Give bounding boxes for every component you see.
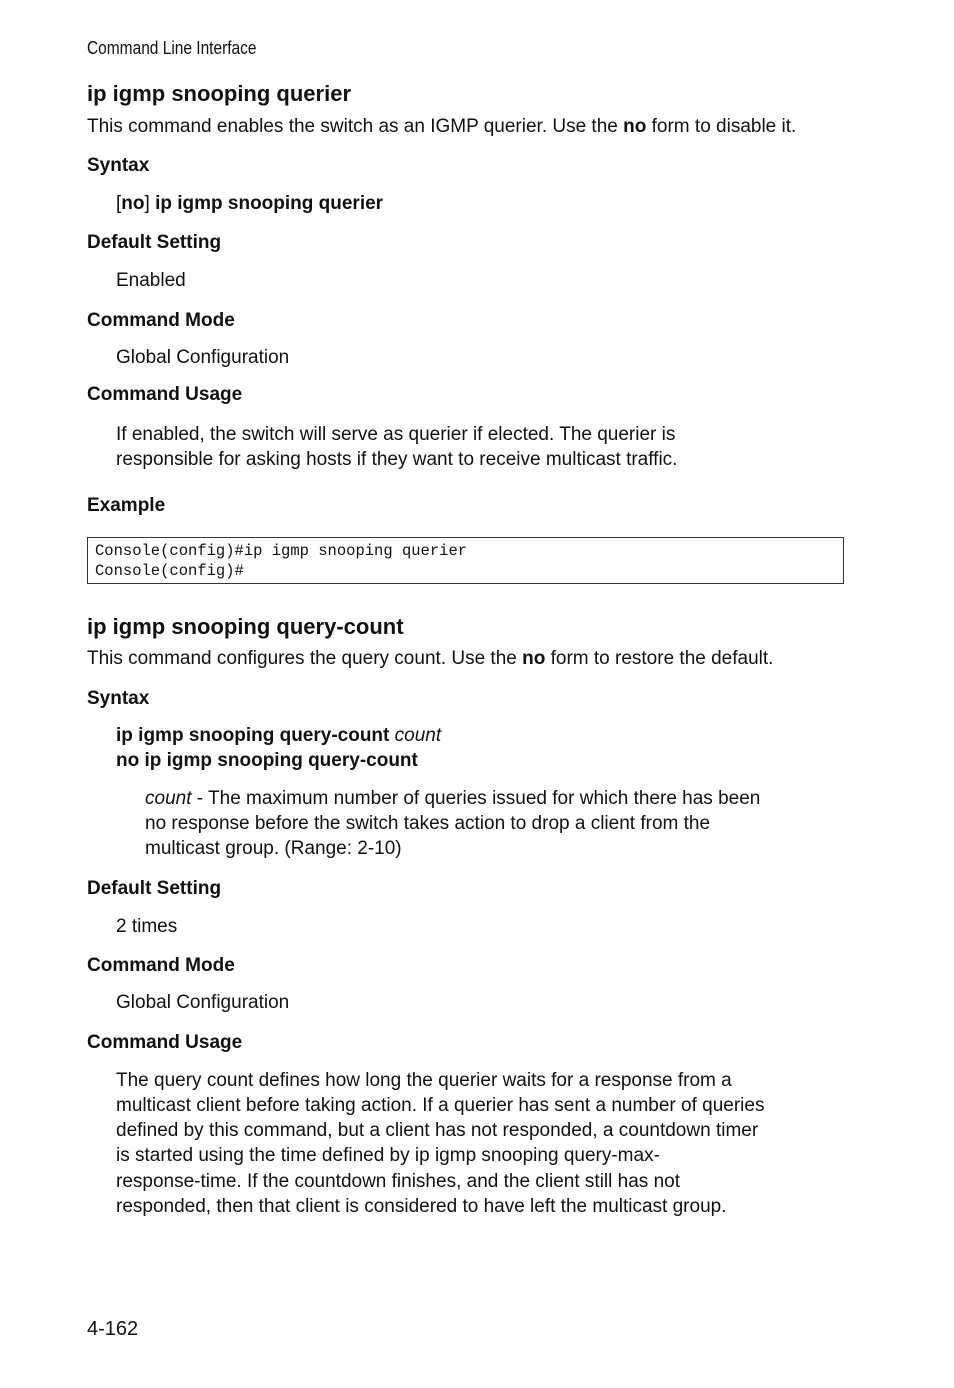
syntax-parameter: count [394,725,442,746]
syntax-no-keyword: no [121,193,145,214]
usage-line: The query count defines how long the querier waits for a response from a [116,1070,732,1091]
intro-text-end: form to disable it. [646,116,797,137]
usage-line: defined by this command, but a client has not responded, a countdown timer [116,1120,759,1141]
syntax-line [116,193,383,215]
intro-keyword: no [623,116,647,137]
code-line: Console(config)# [95,562,244,580]
parameter-description [145,788,760,810]
usage-line: response-time. If the countdown finishes, and the client still has not [116,1171,680,1192]
syntax-heading: Syntax [87,688,150,709]
command-mode-value: Global Configuration [116,992,290,1013]
syntax-line-no-form: no ip igmp snooping query-count [116,750,418,771]
syntax-line [116,725,441,747]
command-usage-heading: Command Usage [87,384,243,405]
running-header: Command Line Interface [87,38,257,58]
parameter-name: count [145,788,192,809]
page-number: 4-162 [87,1318,139,1340]
intro-keyword: no [522,648,546,669]
command-mode-heading: Command Mode [87,955,235,976]
example-heading: Example [87,495,166,516]
default-setting-heading: Default Setting [87,878,222,899]
usage-line: If enabled, the switch will serve as querier if elected. The querier is [116,424,676,445]
default-setting-value: 2 times [116,916,178,937]
parameter-text: - The maximum number of queries issued for which there has been [191,788,761,809]
syntax-command: ip igmp snooping querier [155,193,384,214]
command-mode-value: Global Configuration [116,347,290,368]
usage-line: responded, then that client is considered to have left the multicast group. [116,1196,727,1217]
intro-text: This command enables the switch as an IGMP querier. Use the [87,116,624,137]
intro-text-end: form to restore the default. [545,648,774,669]
usage-line: multicast client before taking action. If a querier has sent a number of queries [116,1095,765,1116]
section-title-querier: ip igmp snooping querier [87,81,351,106]
syntax-command: ip igmp snooping query-count [116,725,395,746]
default-setting-heading: Default Setting [87,232,222,253]
command-mode-heading: Command Mode [87,310,235,331]
section-intro-querier [87,116,796,138]
intro-text: This command configures the query count. Use the [87,648,523,669]
syntax-bracket-open: [ [116,193,122,214]
usage-line: is started using the time defined by ip igmp snooping query-max- [116,1145,660,1166]
parameter-text: multicast group. (Range: 2-10) [145,838,402,859]
section-title-query-count: ip igmp snooping query-count [87,614,404,639]
syntax-heading: Syntax [87,155,150,176]
syntax-bracket-close: ] [144,193,156,214]
section-intro-query-count [87,648,773,670]
example-code-box [87,537,844,584]
command-usage-heading: Command Usage [87,1032,243,1053]
code-line: Console(config)#ip igmp snooping querier [95,542,468,560]
parameter-text: no response before the switch takes action to drop a client from the [145,813,711,834]
default-setting-value: Enabled [116,270,186,291]
usage-line: responsible for asking hosts if they want to receive multicast traffic. [116,449,678,470]
